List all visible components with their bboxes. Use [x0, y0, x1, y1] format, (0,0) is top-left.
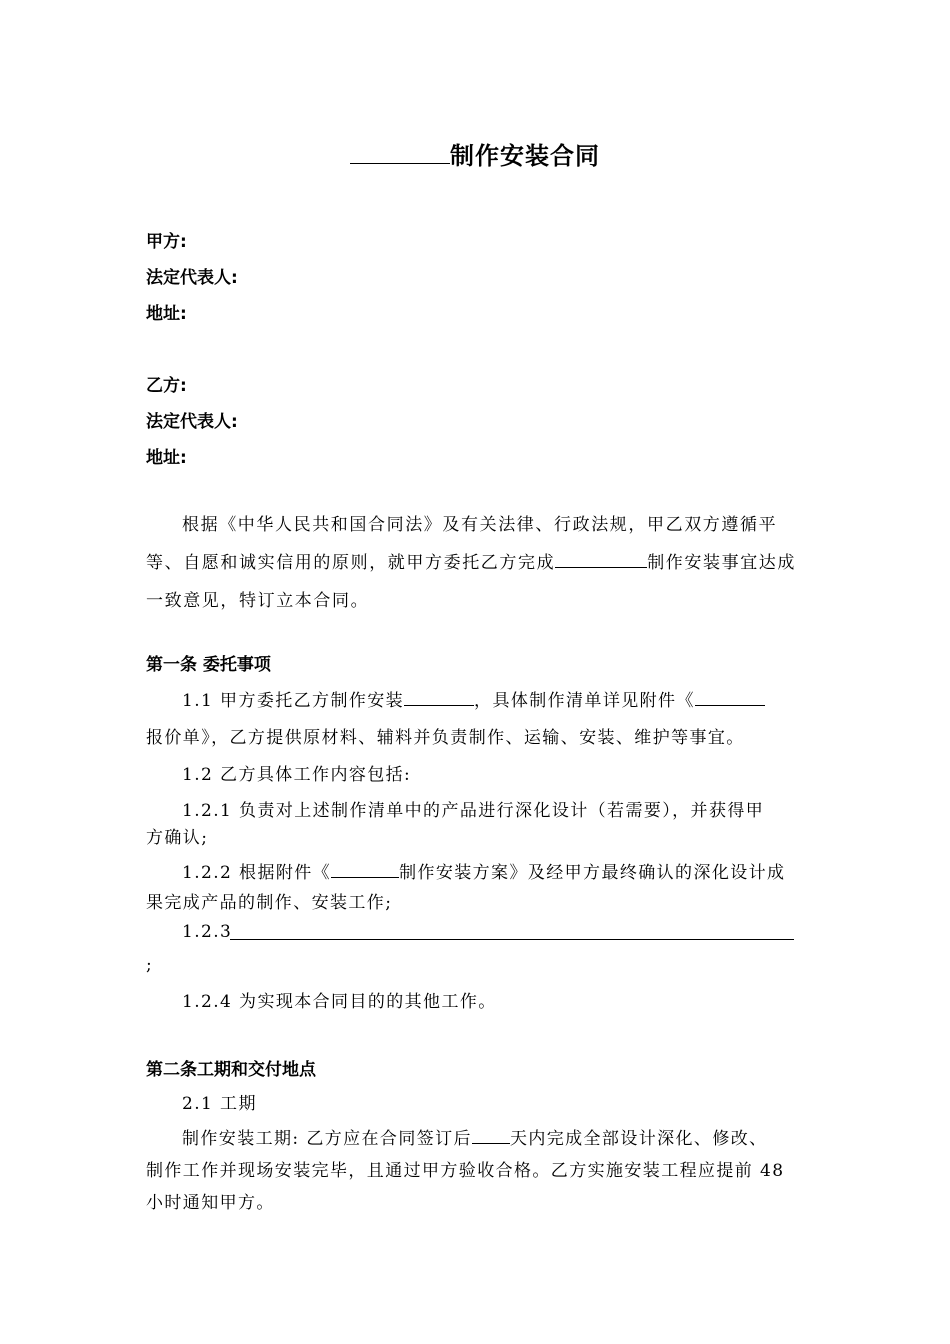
item-2-1: 2.1 工期: [182, 1094, 257, 1114]
title-text: 制作安装合同: [450, 142, 600, 170]
preamble-paragraph: [146, 506, 808, 620]
period-line: [182, 1124, 768, 1149]
item-1-2-1-cont: 方确认;: [146, 828, 209, 848]
party-b-address: 地址:: [146, 448, 187, 468]
period-cont-1: 制作工作并现场安装完毕，且通过甲方验收合格。乙方实施安装工程应提前 48: [146, 1161, 785, 1181]
item-1-2: 1.2 乙方具体工作内容包括:: [182, 765, 412, 785]
item-1-1-cont: 报价单》，乙方提供原材料、辅料并负责制作、运输、安装、维护等事宜。: [146, 728, 745, 748]
item-1-2-3-blank: [230, 923, 794, 940]
preamble-text-2: 制作安装事宜达成一致意见，特订立本合同。: [146, 553, 797, 611]
item-1-1-blank-2: [695, 688, 765, 706]
preamble-blank: [555, 550, 647, 568]
party-a-address: 地址:: [146, 304, 187, 324]
item-1-2-2-cont: 果完成产品的制作、安装工作;: [146, 893, 393, 913]
item-1-2-2-text-b: 制作安装方案》及经甲方最终确认的深化设计成: [399, 863, 786, 883]
item-1-1-text-b: ，具体制作清单详见附件《: [474, 691, 695, 711]
party-a-label: 甲方:: [146, 232, 187, 252]
item-1-1-blank-1: [404, 688, 474, 706]
period-cont-2: 小时通知甲方。: [146, 1193, 275, 1213]
article-1-heading: 第一条 委托事项: [146, 655, 271, 675]
item-1-2-4: 1.2.4 为实现本合同目的的其他工作。: [182, 992, 497, 1012]
item-1-2-2-text-a: 1.2.2 根据附件《: [182, 863, 332, 883]
item-1-2-3-end: ;: [146, 955, 154, 975]
party-b-label: 乙方:: [146, 376, 187, 396]
period-text-a: 制作安装工期: 乙方应在合同签订后: [182, 1129, 472, 1149]
item-1-1-text-a: 1.1 甲方委托乙方制作安装: [182, 691, 405, 711]
item-1-2-2-blank: [331, 860, 399, 878]
period-days-blank: [472, 1126, 510, 1144]
contract-title: [0, 136, 950, 171]
item-1-1-line: [182, 686, 765, 711]
item-1-2-3: 1.2.3: [182, 922, 233, 942]
preamble-text-1: 根据《中华人民共和国合同法》及有关法律、行政法规，甲乙双方遵循平等、自愿和诚实信用的原则，就甲方委托乙方完成: [146, 515, 778, 573]
period-text-b: 天内完成全部设计深化、修改、: [509, 1129, 768, 1149]
party-b-rep: 法定代表人:: [146, 412, 238, 432]
title-blank: [350, 139, 450, 164]
party-a-rep: 法定代表人:: [146, 268, 238, 288]
article-2-heading: 第二条工期和交付地点: [146, 1060, 316, 1080]
item-1-2-2-line: [182, 858, 785, 883]
item-1-2-1: 1.2.1 负责对上述制作清单中的产品进行深化设计（若需要），并获得甲: [182, 801, 765, 821]
